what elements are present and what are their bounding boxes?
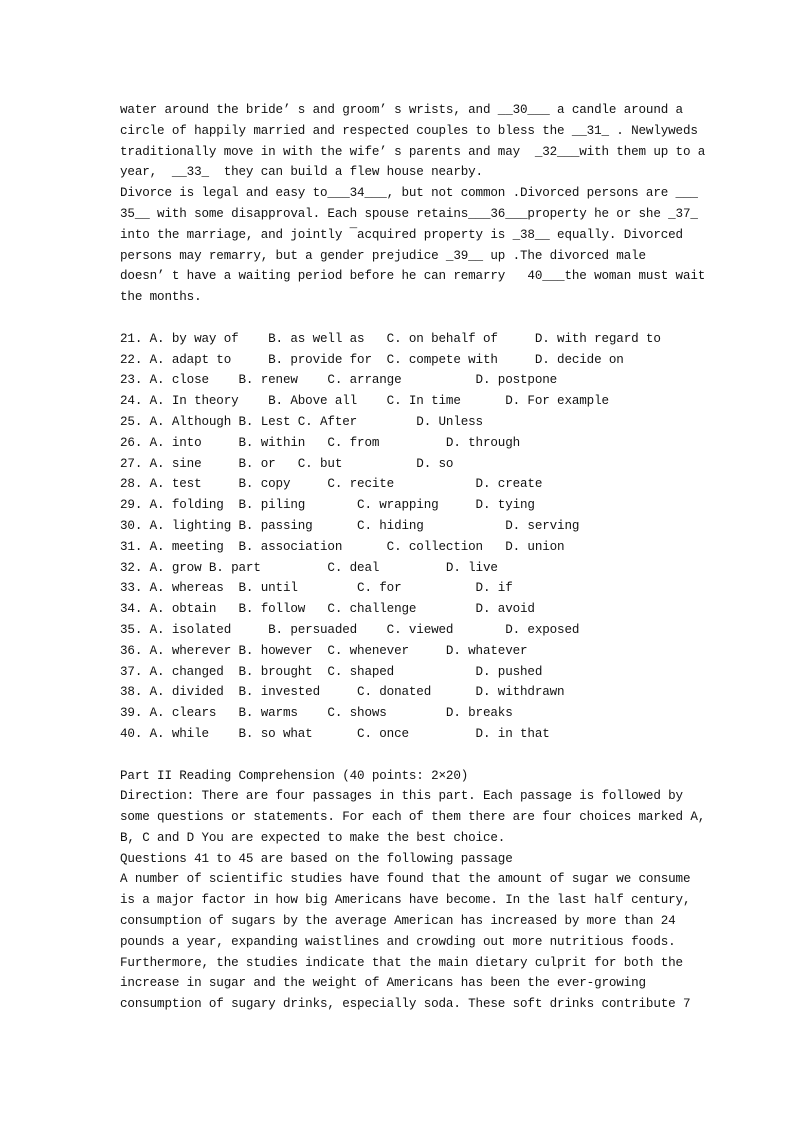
option-line: 35. A. isolated B. persuaded C. viewed D. exposed [120, 622, 580, 637]
questions-intro: Questions 41 to 45 are based on the following passage [120, 851, 513, 866]
option-line: 34. A. obtain B. follow C. challenge D. avoid [120, 602, 535, 617]
option-line: 23. A. close B. renew C. arrange D. postpone [120, 373, 558, 388]
option-line: 22. A. adapt to B. provide for C. compete with D. decide on [120, 352, 624, 367]
passage-line: year, __33_ they can build a flew house nearby. [120, 165, 483, 180]
option-line: 30. A. lighting B. passing C. hiding D. serving [120, 518, 580, 533]
option-line: 29. A. folding B. piling C. wrapping D. tying [120, 498, 535, 513]
option-line: 28. A. test B. copy C. recite D. create [120, 477, 543, 492]
reading-section [120, 766, 706, 1016]
reading-passage-line: increase in sugar and the weight of Americans has been the ever-growing [120, 976, 646, 991]
option-line: 31. A. meeting B. association C. collection D. union [120, 539, 565, 554]
option-line: 39. A. clears B. warms C. shows D. breaks [120, 706, 513, 721]
reading-passage-line: Furthermore, the studies indicate that the main dietary culprit for both the [120, 955, 683, 970]
reading-passage-line: A number of scientific studies have found that the amount of sugar we consume [120, 872, 691, 887]
option-line: 38. A. divided B. invested C. donated D. withdrawn [120, 685, 565, 700]
option-line: 26. A. into B. within C. from D. through [120, 435, 521, 450]
option-line: 32. A. grow B. part C. deal D. live [120, 560, 498, 575]
passage-line: traditionally move in with the wife’ s parents and may _32___with them up to a [120, 144, 706, 159]
passage-line: the months. [120, 290, 202, 305]
passage-line: circle of happily married and respected couples to bless the __31_ . Newlyweds [120, 123, 698, 138]
section-heading: Part II Reading Comprehension (40 points: 2×20) [120, 768, 469, 783]
option-line: 37. A. changed B. brought C. shaped D. pushed [120, 664, 543, 679]
document-page [120, 100, 706, 1015]
passage-line: water around the bride’ s and groom’ s wrists, and __30___ a candle around a [120, 103, 683, 117]
answer-options [120, 329, 680, 745]
reading-passage-line: consumption of sugary drinks, especially soda. These soft drinks contribute 7 [120, 997, 691, 1012]
passage-line: persons may remarry, but a gender prejudice _39__ up .The divorced male [120, 248, 646, 263]
passage-line: 35__ with some disapproval. Each spouse retains___36___property he or she _37_ [120, 206, 698, 221]
option-line: 36. A. wherever B. however C. whenever D. whatever [120, 643, 528, 658]
option-line: 21. A. by way of B. as well as C. on behalf of D. with regard to [120, 331, 661, 346]
passage-line: into the marriage, and jointly ¯acquired property is _38__ equally. Divorced [120, 227, 683, 242]
option-line: 27. A. sine B. or C. but D. so [120, 456, 454, 471]
reading-passage-line: pounds a year, expanding waistlines and crowding out more nutritious foods. [120, 934, 676, 949]
reading-passage-line: consumption of sugars by the average American has increased by more than 24 [120, 914, 676, 929]
option-line: 33. A. whereas B. until C. for D. if [120, 581, 513, 596]
reading-passage-line: is a major factor in how big Americans have become. In the last half century, [120, 893, 691, 908]
cloze-passage [120, 100, 706, 308]
option-line: 25. A. Although B. Lest C. After D. Unless [120, 414, 483, 429]
spacer [120, 745, 680, 766]
spacer [120, 308, 680, 329]
direction-line: some questions or statements. For each of them there are four choices marked A, [120, 810, 706, 825]
direction-line: B, C and D You are expected to make the best choice. [120, 830, 506, 845]
option-line: 24. A. In theory B. Above all C. In time D. For example [120, 394, 609, 409]
passage-line: doesn’ t have a waiting period before he can remarry 40___the woman must wait [120, 269, 706, 284]
passage-line: Divorce is legal and easy to___34___, but not common .Divorced persons are ___ [120, 186, 698, 201]
direction-line: Direction: There are four passages in this part. Each passage is followed by [120, 789, 683, 804]
option-line: 40. A. while B. so what C. once D. in that [120, 726, 550, 741]
